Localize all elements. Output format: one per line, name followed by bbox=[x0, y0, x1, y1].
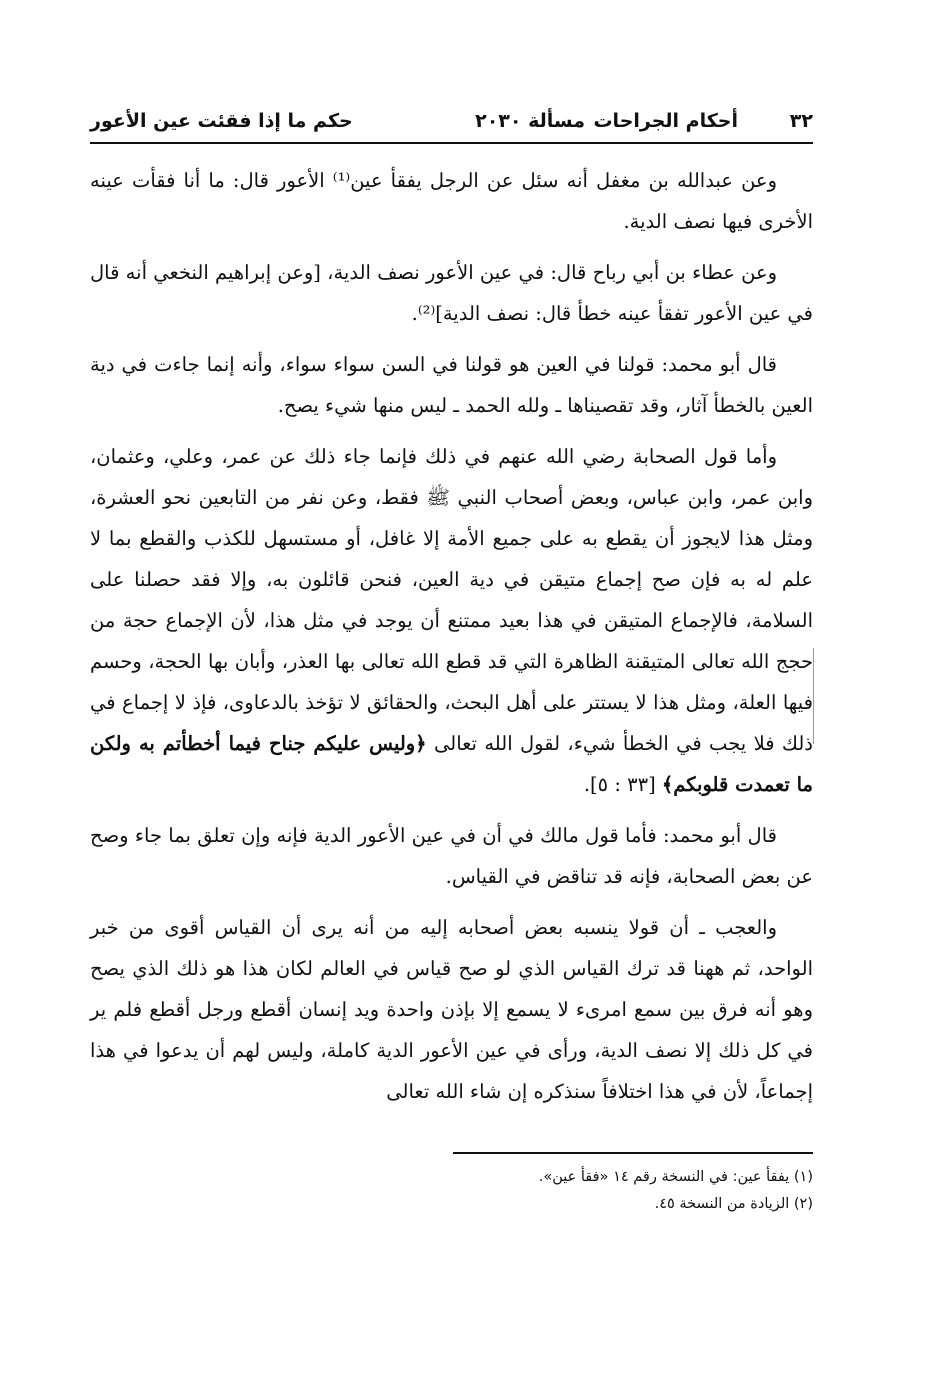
paragraph-text: وأما قول الصحابة رضي الله عنهم في ذلك فإنما جاء ذلك عن عمر، وعلي، وعثمان، وابن عمر، وابن عباس، وبعض أصحاب النبي ﷺ فقط، وعن نفر من التابعين نحو العشرة، ومثل هذا لايجوز أن يقطع به على جميع الأمة إلا غافل، أو مستسهل للكذب والقطع بما لا علم له به فإن صح إجماع متيقن في دية العين، فنحن قائلون به، وإلا فقد حصلنا على السلامة، فالإجماع المتيقن في هذا بعيد ممتنع أن يوجد في مثل هذا، لأن الإجماع حجة من حجج الله تعالى المتيقنة الظاهرة التي قد قطع الله تعالى بها العذر، وأبان بها الحجة، وحسم فيها العلة، ومثل هذا لا يستتر على أهل البحث، والحقائق لا تؤخذ بالدعاوى، فإذ لا إجماع في ذلك فلا يجب في الخطأ شيء، لقول الله تعالى bbox=[90, 445, 813, 755]
paragraph: قال أبو محمد: فأما قول مالك في أن في عين الأعور الدية فإنه وإن تعلق بما جاء وصح عن بعض الصحابة، فإنه قد تناقض في القياس. bbox=[90, 824, 813, 888]
section-topic: حكم ما إذا فقئت عين الأعور bbox=[90, 110, 353, 132]
footnote: (١) يفقأ عين: في النسخة رقم ١٤ «فقأ عين». bbox=[538, 1169, 813, 1185]
paragraph-with-quote bbox=[90, 436, 813, 805]
footnotes bbox=[90, 1164, 813, 1218]
quran-reference: [٣٣ : ٥]. bbox=[583, 773, 656, 796]
page-number: ٣٢ bbox=[789, 110, 813, 132]
book-title: أحكام الجراحات bbox=[593, 110, 738, 132]
page bbox=[90, 100, 813, 1218]
main-text bbox=[90, 160, 813, 1112]
issue-number: مسألة ٢٠٣٠ bbox=[475, 110, 585, 132]
paragraph: والعجب ـ أن قولا ينسبه بعض أصحابه إليه من أنه يرى أن القياس أقوى من خبر الواحد، ثم ههنا قد ترك القياس الذي لو صح قياس في العالم لكان هذا هو ذلك الذي يصح وهو أنه فرق بين سمع امرىء لا يسمع إلا بإذن واحدة ويد إنسان أقطع ورجل أقطع فلم ير في كل ذلك إلا نصف الدية، ورأى في عين الأعور الدية كاملة، وليس لهم أن يدعوا في هذا إجماعاً، لأن في هذا اختلافاً سنذكره إن شاء الله تعالى bbox=[90, 916, 813, 1103]
running-header bbox=[90, 100, 813, 144]
paragraph: وعن عطاء بن أبي رباح قال: في عين الأعور نصف الدية، [وعن إبراهيم النخعي أنه قال في عين الأعور تفقأ عينه خطأ قال: نصف الدية]⁽²⁾. bbox=[90, 261, 813, 325]
footnote-divider bbox=[453, 1152, 813, 1154]
margin-mark bbox=[813, 648, 814, 744]
paragraph: وعن عبدالله بن مغفل أنه سئل عن الرجل يفقأ عين⁽¹⁾ الأعور قال: ما أنا فقأت عينه الأخرى فيها نصف الدية. bbox=[90, 169, 813, 233]
footnote: (٢) الزيادة من النسخة ٤٥. bbox=[654, 1196, 813, 1212]
paragraph: قال أبو محمد: قولنا في العين هو قولنا في السن سواء سواء، وأنه إنما جاءت في دية العين بالخطأ آثار، وقد تقصيناها ـ ولله الحمد ـ ليس منها شيء يصح. bbox=[90, 353, 813, 417]
quran-quote: ﴿وليس عليكم جناح فيما أخطأتم به ولكن ما تعمدت قلوبكم﴾ bbox=[90, 732, 813, 796]
